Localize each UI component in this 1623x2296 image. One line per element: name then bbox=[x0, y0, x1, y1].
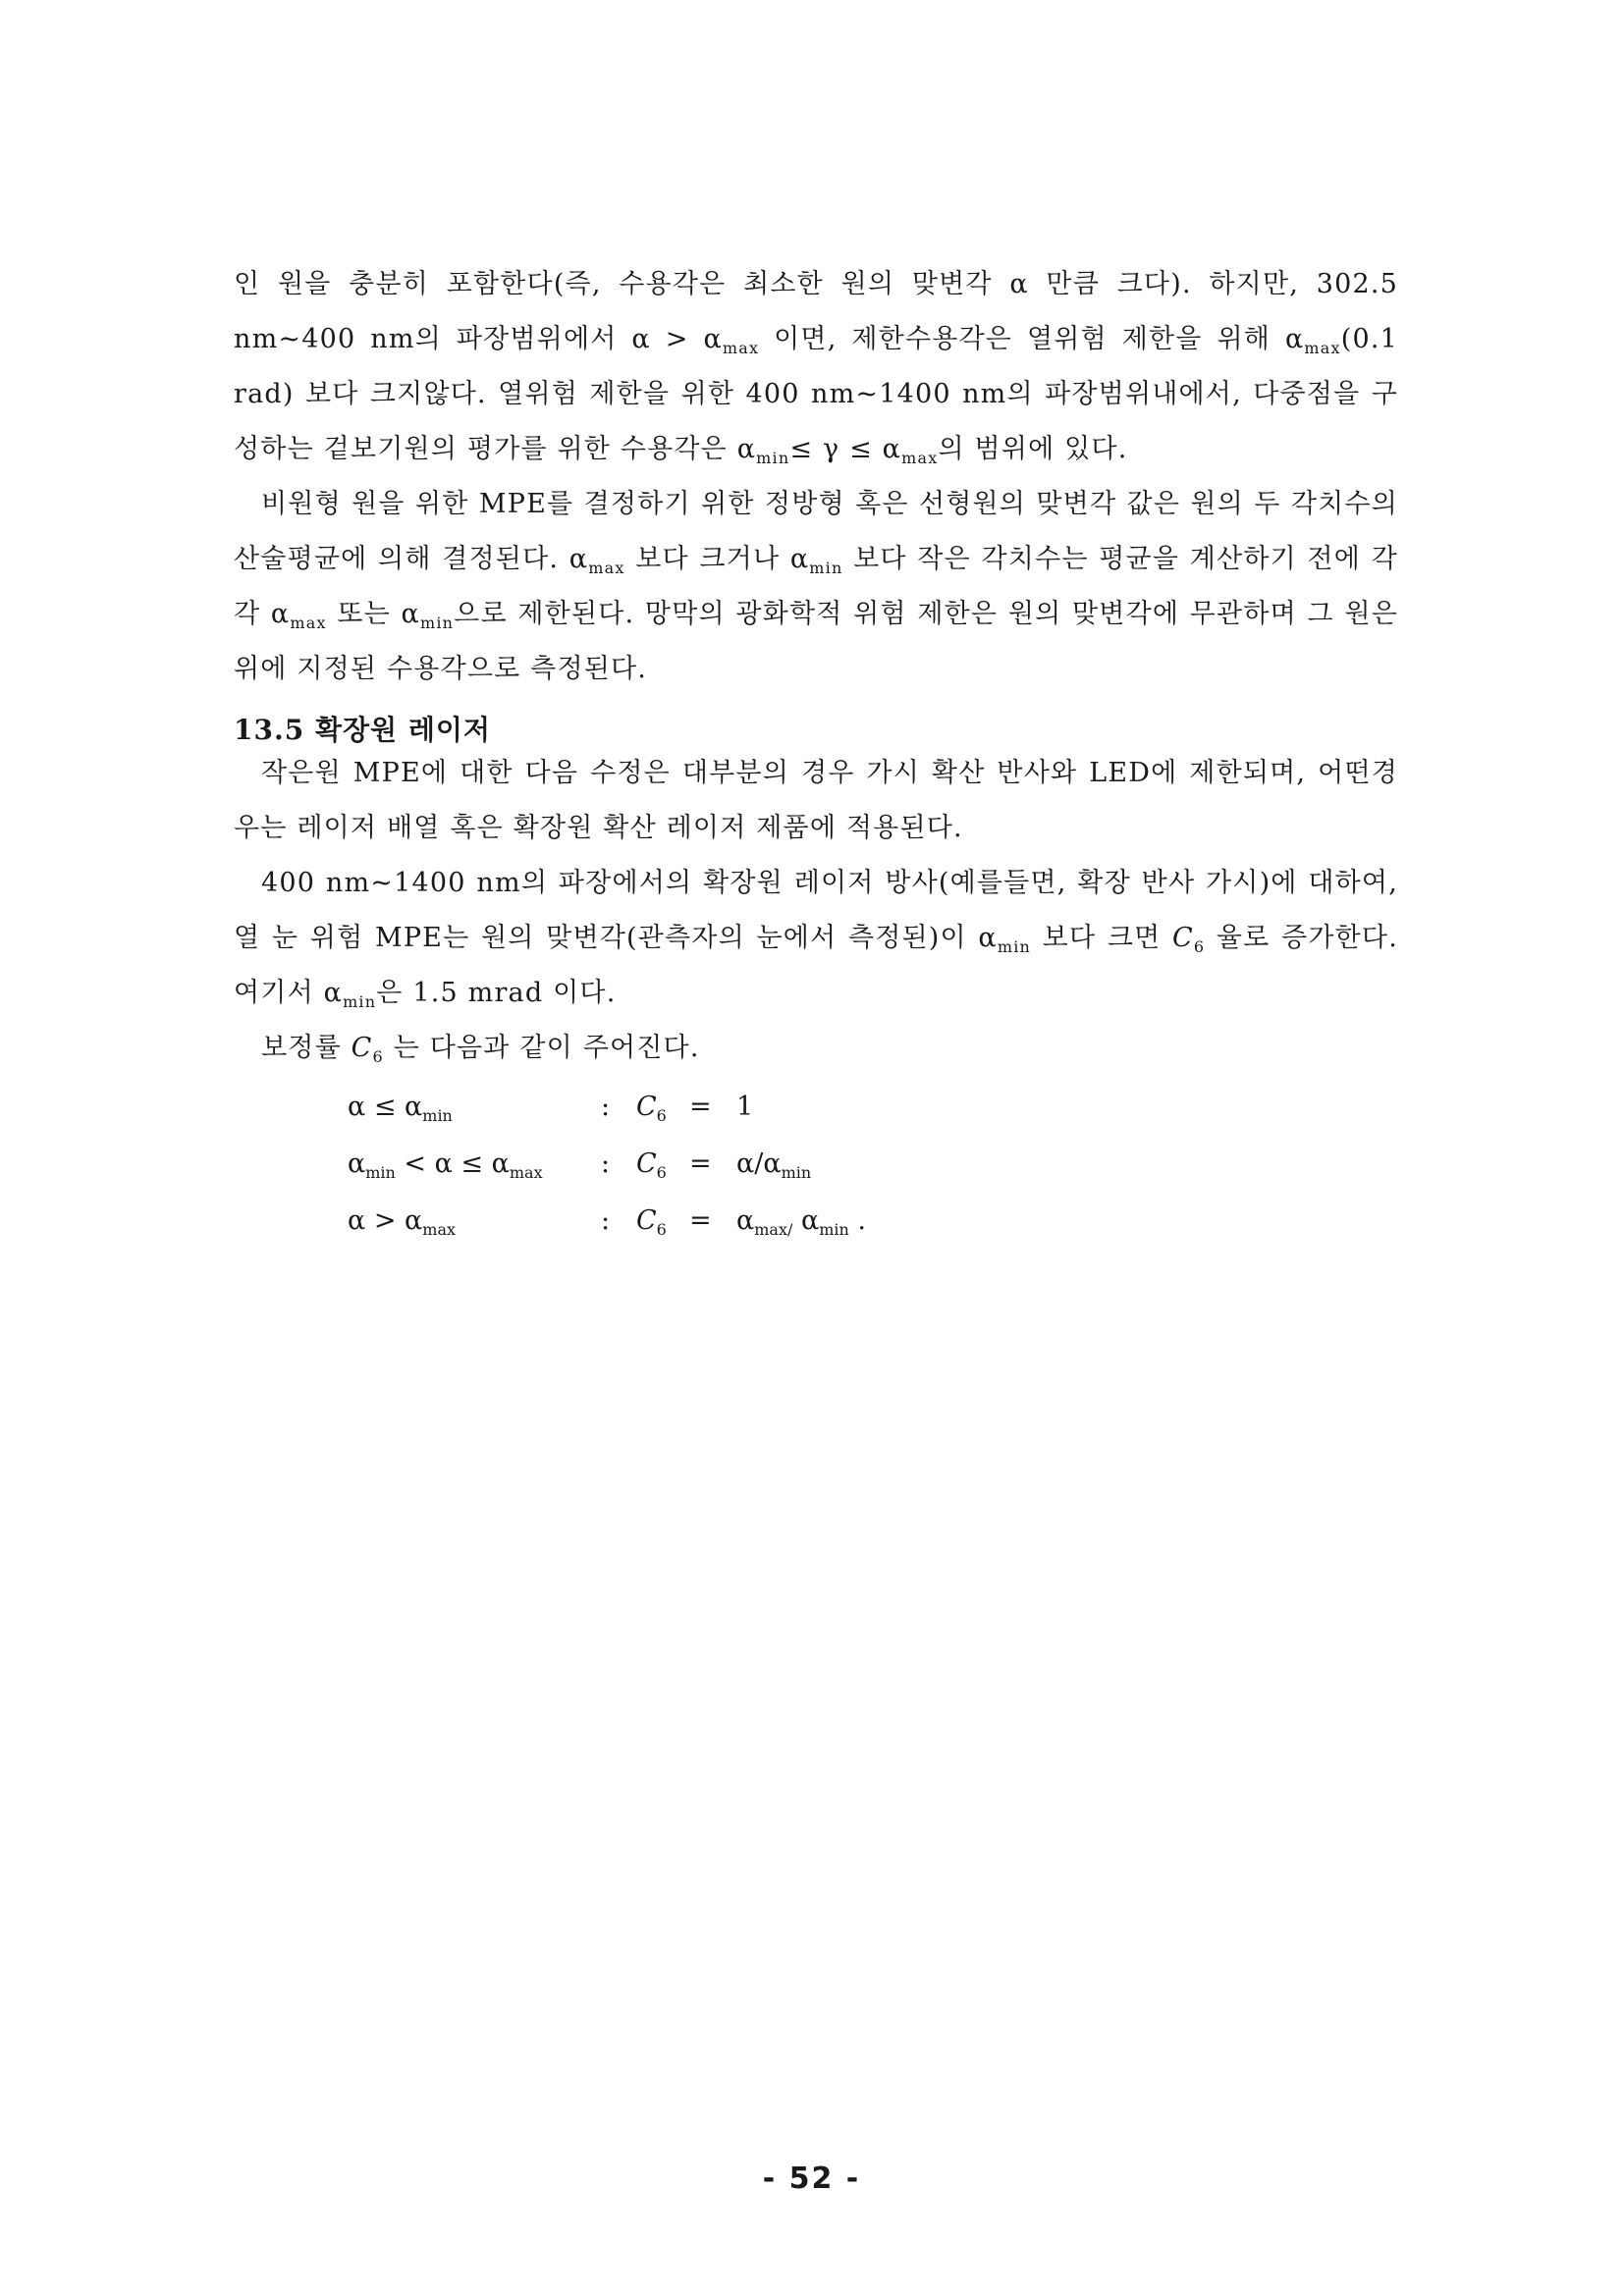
text-run: 보다 크면 bbox=[1031, 923, 1173, 953]
subscript: max/ bbox=[754, 1220, 793, 1239]
text-run: 율로 증가한다. 여기서 α bbox=[234, 923, 1398, 1008]
text-run: 은 1.5 mrad 이다. bbox=[376, 978, 617, 1008]
text-run: 작은원 MPE에 대한 다음 수정은 대부분의 경우 가시 확산 반사와 LED에 제한되며, 어떤경우는 레이저 배열 혹은 확장원 확산 레이저 제품에 적용된다. bbox=[234, 758, 1398, 843]
formula-symbol: $C_6$ bbox=[636, 1205, 667, 1239]
section-text-block bbox=[234, 746, 1398, 1076]
formula-colon: : bbox=[601, 1092, 611, 1122]
subscript: max bbox=[1304, 339, 1341, 357]
text-run: α bbox=[792, 1205, 820, 1236]
formula-colon: : bbox=[601, 1205, 611, 1236]
formula-value bbox=[736, 1148, 812, 1182]
text-run: 400 nm~1400 nm의 파장에서의 확장원 레이저 방사(예를들면, 확장 반사 가시)에 대하여, 열 눈 위험 MPE는 원의 맞변각(관측자의 눈에서 측정된)이 α bbox=[234, 868, 1398, 953]
formula-condition bbox=[348, 1092, 453, 1125]
paragraph-extended-source bbox=[234, 856, 1398, 1021]
paragraph-non-circular-source bbox=[234, 477, 1398, 697]
subscript: min bbox=[343, 992, 377, 1011]
text-run: 보다 작은 각치수는 평균을 계산하기 전에 각각 α bbox=[234, 544, 1398, 629]
text-run: (0.1 rad) 보다 크지않다. 열위험 제한을 위한 400 nm~1400 nm의 파장범위내에서, 다중점을 구성하는 겉보기원의 평가를 위한 수용각은 α bbox=[234, 324, 1398, 464]
subscript: min bbox=[756, 449, 790, 467]
text-run: . bbox=[848, 1205, 866, 1236]
text-run: 비원형 원을 위한 MPE를 결정하기 위한 정방형 혹은 선형원의 맞변각 값은 원의 두 각치수의 산술평균에 의해 결정된다. α bbox=[234, 489, 1398, 574]
text-run: α/α bbox=[736, 1148, 782, 1179]
text-run: 으로 제한된다. 망막의 광화학적 위험 제한은 원의 맞변각에 무관하며 그 원은 위에 지정된 수용각으로 측정된다. bbox=[234, 599, 1399, 684]
formula-condition bbox=[348, 1205, 456, 1239]
text-run: ≤ γ ≤ α bbox=[789, 434, 902, 464]
text-run: 의 범위에 있다. bbox=[938, 434, 1128, 464]
section-heading: 13.5 확장원 레이저 bbox=[234, 714, 491, 746]
correction-factor-formulas bbox=[348, 1092, 1035, 1262]
subscript: max bbox=[422, 1220, 456, 1239]
subscript: max bbox=[290, 614, 327, 632]
paragraph-acceptance-angle bbox=[234, 257, 1398, 477]
text-run: < α ≤ α bbox=[395, 1148, 510, 1179]
top-text-block bbox=[234, 257, 1398, 697]
text-run: α bbox=[348, 1148, 366, 1179]
math-symbol: C bbox=[1172, 923, 1194, 953]
formula-row bbox=[348, 1205, 1035, 1262]
text-run: α bbox=[736, 1205, 755, 1236]
paragraph-small-source-mpe bbox=[234, 746, 1398, 856]
formula-equals: = bbox=[689, 1092, 712, 1122]
text-run: α ≤ α bbox=[348, 1092, 423, 1122]
subscript: max bbox=[901, 449, 939, 467]
text-run: 1 bbox=[736, 1092, 754, 1122]
formula-symbol: $C_6$ bbox=[636, 1148, 667, 1182]
text-run: 보다 크거나 α bbox=[624, 544, 810, 574]
text-run: α > α bbox=[348, 1205, 423, 1236]
formula-symbol: $C_6$ bbox=[636, 1092, 667, 1125]
formula-colon: : bbox=[601, 1148, 611, 1179]
formula-row bbox=[348, 1148, 1035, 1205]
math-symbol: C bbox=[351, 1033, 373, 1063]
text-run: 또는 α bbox=[326, 599, 420, 629]
text-run: 이면, 제한수용각은 열위험 제한을 위해 α bbox=[759, 324, 1305, 354]
text-run: 는 다음과 같이 주어진다. bbox=[383, 1033, 700, 1063]
formula-condition bbox=[348, 1148, 543, 1182]
subscript: min bbox=[365, 1163, 396, 1182]
subscript: 6 bbox=[372, 1047, 384, 1066]
formula-equals: = bbox=[689, 1148, 712, 1179]
text-run: 보정률 bbox=[261, 1033, 352, 1063]
text-run: 인 원을 충분히 포함한다(즉, 수용각은 최소한 원의 맞변각 α 만큼 크다). 하지만, 302.5 nm~400 nm의 파장범위에서 α > α bbox=[234, 269, 1398, 354]
subscript: min bbox=[809, 559, 843, 577]
subscript: max bbox=[588, 559, 625, 577]
formula-equals: = bbox=[689, 1205, 712, 1236]
subscript: min bbox=[819, 1220, 849, 1239]
formula-value bbox=[736, 1092, 753, 1122]
subscript: min bbox=[422, 1106, 453, 1125]
paragraph-correction-factor bbox=[234, 1021, 1398, 1076]
formula-row bbox=[348, 1092, 1035, 1148]
subscript: 6 bbox=[1193, 937, 1206, 956]
subscript: max bbox=[722, 339, 760, 357]
subscript: max bbox=[509, 1163, 543, 1182]
subscript: min bbox=[781, 1163, 812, 1182]
formula-value bbox=[736, 1205, 866, 1239]
subscript: min bbox=[997, 937, 1032, 956]
page-number: - 52 - bbox=[762, 2162, 861, 2196]
subscript: min bbox=[419, 614, 455, 632]
